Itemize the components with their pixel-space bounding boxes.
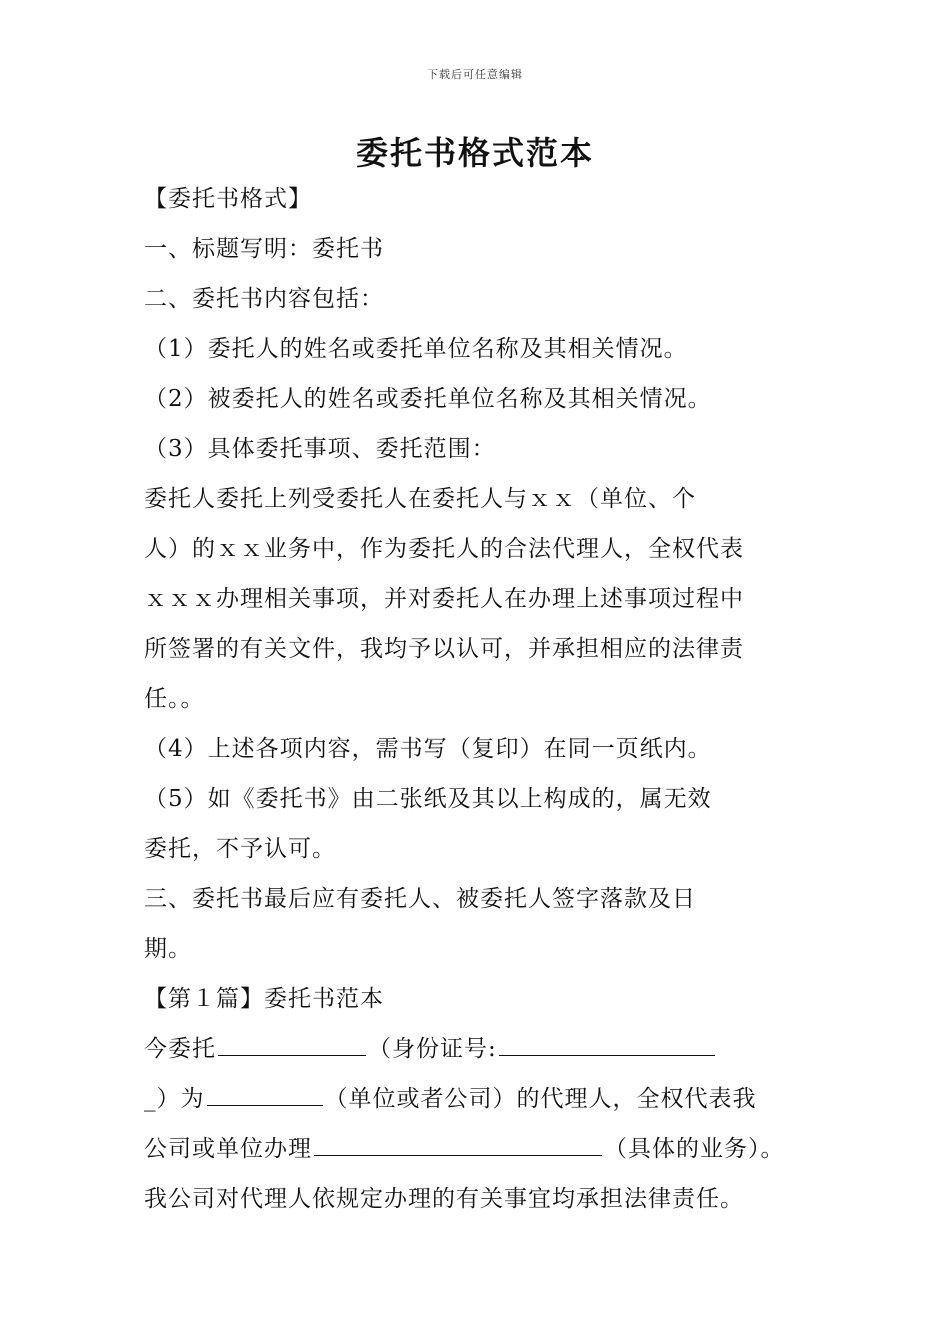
- company-blank[interactable]: [207, 1081, 323, 1106]
- form-text: 今委托: [144, 1036, 216, 1062]
- id-number-blank[interactable]: [499, 1031, 715, 1056]
- paragraph-line: 期。: [144, 936, 192, 962]
- document-title: 委托书格式范本: [355, 134, 594, 172]
- item-1: （1）委托人的姓名或委托单位名称及其相关情况。: [144, 336, 688, 362]
- document-body: [144, 174, 824, 1224]
- section-three: 三、委托书最后应有委托人、被委托人签字落款及日: [144, 886, 696, 912]
- paragraph-line: 任。。: [144, 686, 205, 712]
- header-note: 下载后可任意编辑: [427, 68, 523, 81]
- item-3: （3）具体委托事项、委托范围：: [144, 436, 496, 462]
- paragraph-line: 委托，不予认可。: [144, 836, 336, 862]
- business-blank[interactable]: [314, 1131, 602, 1156]
- form-line-business: [144, 1124, 824, 1174]
- paragraph-line: 所签署的有关文件，我均予以认可，并承担相应的法律责: [144, 636, 744, 662]
- paragraph-line: ｘｘｘ办理相关事项，并对委托人在办理上述事项过程中: [144, 586, 744, 612]
- paragraph-line: 委托人委托上列受委托人在委托人与ｘｘ（单位、个: [144, 486, 696, 512]
- paragraph-line: 我公司对代理人依规定办理的有关事宜均承担法律责任。: [144, 1186, 744, 1212]
- form-line-entrust: [144, 1024, 824, 1074]
- form-text: _）为: [144, 1086, 205, 1112]
- section-heading-format: 【委托书格式】: [144, 186, 312, 212]
- form-line-agent: [144, 1074, 824, 1124]
- item-5: （5）如《委托书》由二张纸及其以上构成的，属无效: [144, 786, 712, 812]
- form-text: 公司或单位办理: [144, 1136, 312, 1162]
- section-one: 一、标题写明：委托书: [144, 236, 384, 262]
- form-text: （单位或者公司）的代理人，全权代表我: [324, 1086, 757, 1112]
- form-text: （身份证号:: [368, 1036, 497, 1062]
- form-text: （具体的业务）。: [604, 1136, 785, 1162]
- agent-name-blank[interactable]: [218, 1031, 366, 1056]
- section-heading-sample: 【第１篇】委托书范本: [144, 986, 384, 1012]
- item-2: （2）被委托人的姓名或委托单位名称及其相关情况。: [144, 386, 712, 412]
- section-two: 二、委托书内容包括：: [144, 286, 384, 312]
- item-4: （4）上述各项内容，需书写（复印）在同一页纸内。: [144, 736, 712, 762]
- paragraph-line: 人）的ｘｘ业务中，作为委托人的合法代理人，全权代表: [144, 536, 744, 562]
